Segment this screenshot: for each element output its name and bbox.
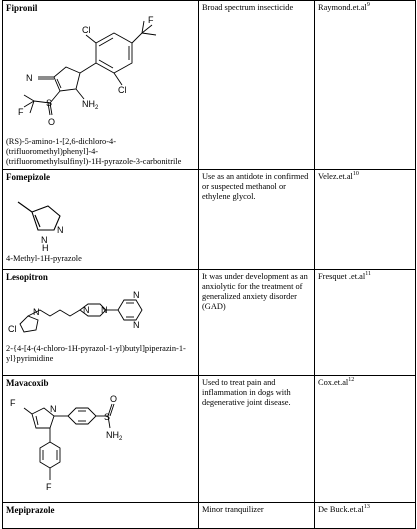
reference-cell: De $Buck.et.al^{13}$ bbox=[315, 503, 416, 529]
use-cell: Broad spectrum insecticide bbox=[199, 1, 315, 170]
chlorine-label: Cl bbox=[118, 85, 127, 95]
compound-name: Fipronil bbox=[6, 3, 38, 13]
compound-iupac: 2-{4-[4-(4-chloro-1H-pyrazol-1-yl)butyl]piperazin-1-yl}pyrimidine bbox=[6, 344, 186, 363]
compound-name: Mavacoxib bbox=[6, 378, 49, 388]
reference-cell: $Velez.et.al^{10}$ bbox=[315, 170, 416, 270]
mavacoxib-structure bbox=[6, 390, 156, 498]
nitrogen-label: N bbox=[133, 290, 140, 300]
table-row bbox=[3, 503, 416, 529]
compound-name: Mepiprazole bbox=[6, 505, 55, 515]
reference-cell: Fresquet $.et.al^{11}$ bbox=[315, 270, 416, 376]
use-cell: Minor tranquilizer bbox=[199, 503, 315, 529]
use-cell: It was under development as an anxiolytic for the treatment of generalized anxiety disorder (GAD) bbox=[199, 270, 315, 376]
oxygen-label: O bbox=[48, 117, 56, 127]
compound-iupac: (RS)-5-amino-1-[2,6-dichloro-4-(trifluoromethyl)phenyl]-4-(trifluoromethylsulfinyl)-1H-pyrazole-3-carbonitrile bbox=[6, 137, 182, 166]
compound-iupac: 4-Methyl-1H-pyrazole bbox=[6, 254, 82, 263]
reference-cell: $Raymond.et.al^9$ bbox=[315, 1, 416, 170]
compound-cell bbox=[3, 376, 199, 503]
table-row bbox=[3, 270, 416, 376]
table-row bbox=[3, 1, 416, 170]
nitrogen-label: N bbox=[33, 307, 40, 317]
use-cell: Used to treat pain and inflammation in dogs with degenerative joint disease. bbox=[199, 376, 315, 503]
sulfur-label: S bbox=[46, 98, 53, 108]
compound-name: Fomepizole bbox=[6, 172, 50, 182]
fluorine-label: F bbox=[18, 107, 24, 117]
amino-label: $NH_2$ bbox=[82, 99, 99, 111]
nitrogen-label: N bbox=[41, 235, 48, 245]
compound-cell bbox=[3, 1, 199, 170]
nitrogen-label: N bbox=[133, 320, 140, 330]
sulfur-label: S bbox=[104, 412, 111, 422]
oxygen-label: O bbox=[110, 394, 118, 404]
drug-table bbox=[2, 0, 416, 529]
amino-label: $NH_2$ bbox=[106, 430, 123, 442]
compound-cell bbox=[3, 270, 199, 376]
reference-cell: $Cox.et.al^{12}$ bbox=[315, 376, 416, 503]
fluorine-label: F bbox=[10, 398, 16, 408]
fluorine-label: F bbox=[148, 15, 154, 25]
nitrogen-label: N bbox=[83, 305, 90, 315]
compound-cell bbox=[3, 503, 199, 529]
table-row bbox=[3, 170, 416, 270]
fomepizole-structure bbox=[6, 184, 86, 252]
nitrogen-label: N bbox=[26, 73, 33, 83]
compound-name: Lesopitron bbox=[6, 272, 48, 282]
nitrogen-label: N bbox=[101, 305, 108, 315]
compound-cell bbox=[3, 170, 199, 270]
fipronil-structure bbox=[6, 15, 181, 135]
chlorine-label: Cl bbox=[82, 25, 91, 35]
table-row bbox=[3, 376, 416, 503]
fluorine-label: F bbox=[46, 482, 52, 492]
chlorine-label: Cl bbox=[8, 324, 17, 334]
lesopitron-structure bbox=[6, 284, 166, 342]
hydrogen-label: H bbox=[42, 243, 49, 252]
use-cell: Use as an antidote in confirmed or suspected methanol or ethylene glycol. bbox=[199, 170, 315, 270]
nitrogen-label: N bbox=[57, 225, 64, 235]
nitrogen-label: N bbox=[50, 404, 57, 414]
